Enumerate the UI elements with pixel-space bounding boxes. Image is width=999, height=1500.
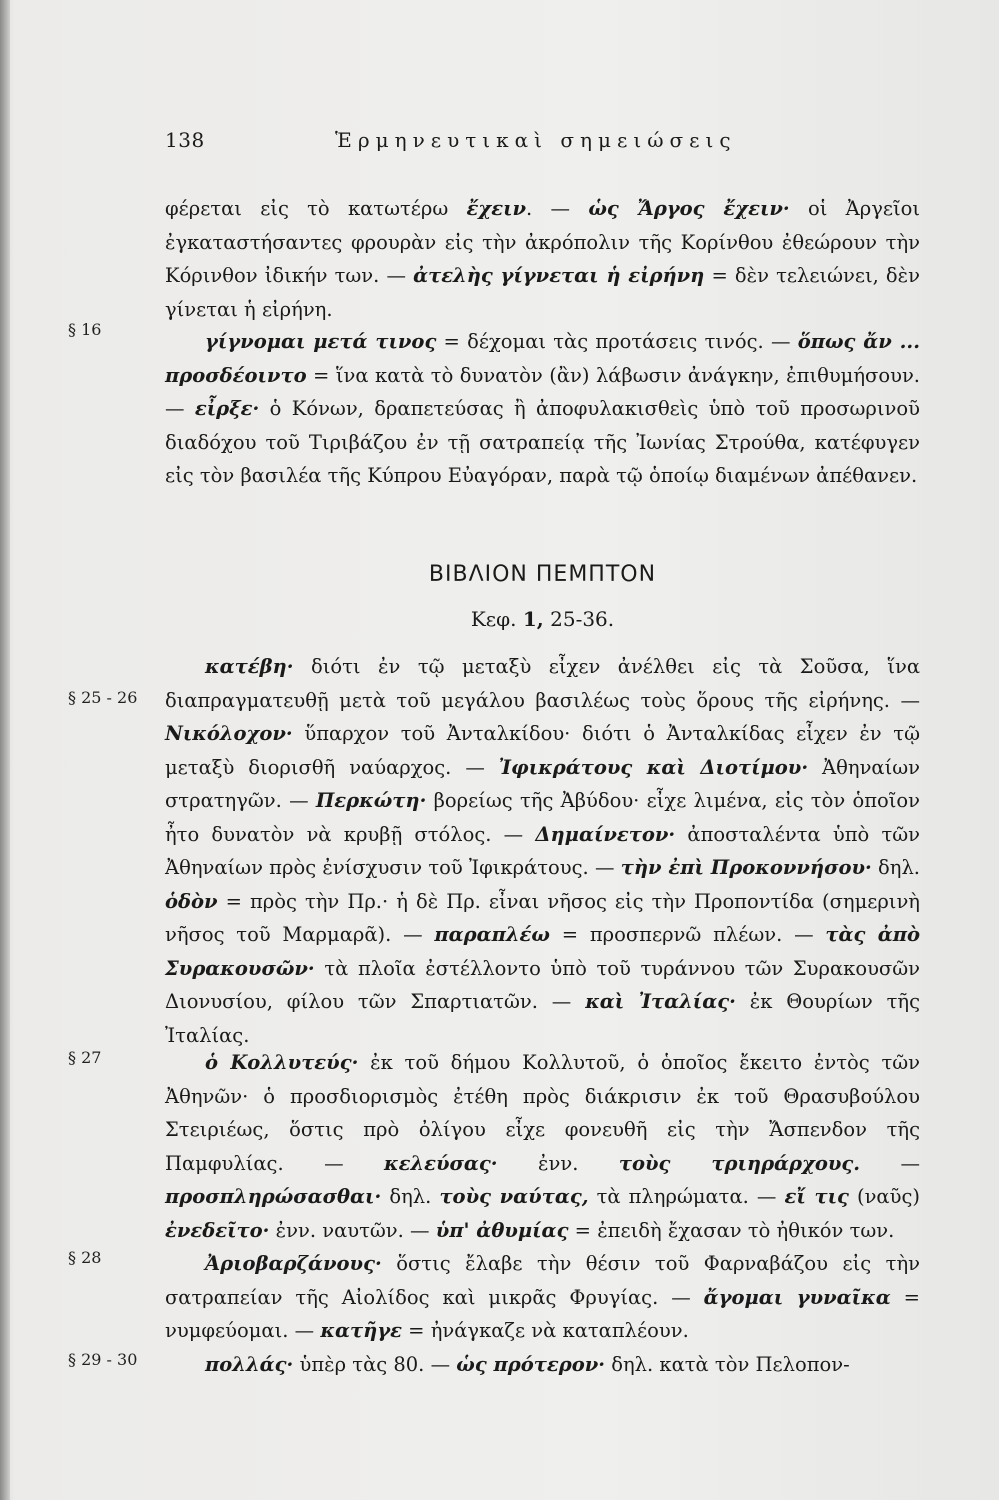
- paragraph-27: [165, 1046, 920, 1247]
- paragraph-16: [165, 325, 920, 493]
- text-run: δηλ.: [871, 856, 921, 879]
- lemma: εἴ τις: [784, 1185, 849, 1208]
- text-run: ἐνν. ναυτῶν. —: [269, 1218, 436, 1242]
- text-run: ὁ Κόνων, δραπετεύσας ἢ ἀποφυλακισθεὶς ὑπὸ τοῦ προσωρινοῦ διαδόχου τοῦ Τιριβάζου ἐν τῇ σατραπείᾳ τῆς Ἰωνίας Στρούθα, κατέφυγεν εἰς τὸν βασιλέα τῆς Κύπρου Εὐαγόραν, παρὰ τῷ ὁποίῳ διαμένων ἀπέθανεν.: [165, 397, 920, 487]
- lemma: γίγνομαι μετά τινος: [205, 330, 437, 353]
- text-run: ἐκ Θουρίων τῆς Ἰταλίας.: [165, 990, 921, 1047]
- text-run: = δέχομαι τὰς προτάσεις τινός. —: [436, 330, 798, 353]
- text-run: βορείως τῆς Ἀβύδου· εἶχε λιμένα, εἰς τὸν ὁποῖον ἦτο δυνατὸν νὰ κρυβῇ στόλος. —: [165, 789, 920, 846]
- paragraph-29-30: [165, 1348, 920, 1382]
- text-run: ὑπὲρ τὰς 80. —: [293, 1353, 457, 1376]
- book-spine: [0, 0, 10, 1500]
- text-run: —: [860, 1151, 920, 1175]
- text-run: ὅστις ἔλαβε τὴν θέσιν τοῦ Φαρναβάζου εἰς τὴν σατραπείαν τῆς Αἰολίδος καὶ μικρᾶς Φρυγίας. —: [165, 1252, 920, 1309]
- margin-ref-25-26: § 25 - 26: [68, 688, 138, 707]
- margin-ref-27: § 27: [68, 1048, 102, 1067]
- text-run: Ἀθηναίων στρατηγῶν. —: [165, 755, 920, 812]
- text-run: δηλ.: [381, 1185, 440, 1208]
- lemma: πολλάς·: [205, 1353, 294, 1376]
- chapter-prefix: Κεφ.: [470, 607, 523, 631]
- text-run: = πρὸς τὴν Πρ.· ἡ δὲ Πρ. εἶναι νῆσος εἰς τὴν Προποντίδα (σημερινὴ νῆσος τοῦ Μαρμαρᾶ). —: [165, 889, 920, 946]
- lemma: Νικόλοχον·: [165, 722, 293, 745]
- text-run: τὰ πληρώματα. —: [588, 1185, 785, 1208]
- text-run: (ναῦς): [848, 1185, 920, 1208]
- lemma: κατῆγε: [320, 1319, 402, 1342]
- lemma: κατέβη·: [205, 655, 294, 678]
- text-run: . —: [526, 197, 589, 220]
- chapter-range: 25-36.: [543, 607, 615, 631]
- margin-ref-28: § 28: [68, 1248, 102, 1267]
- text-run: ἀποσταλέντα ὑπὸ τῶν Ἀθηναίων πρὸς ἐνίσχυσιν τοῦ Ἰφικράτους. —: [165, 822, 920, 879]
- lemma: Ἀριοβαρζάνους·: [205, 1252, 382, 1275]
- book-heading: ΒΙΒΛΙΟΝ ΠΕΜΠΤΟΝ: [428, 562, 657, 587]
- lemma: ὑπ' ἀθυμίας: [435, 1218, 569, 1242]
- lemma: τὴν ἐπὶ Προκοννήσου·: [620, 856, 872, 879]
- lemma: ὁδὸν: [165, 889, 218, 913]
- lemma: καὶ Ἰταλίας·: [585, 990, 736, 1013]
- lemma: τοὺς ναύτας,: [439, 1185, 589, 1208]
- page-number: 138: [165, 128, 205, 152]
- lemma: προσπληρώσασθαι·: [165, 1185, 382, 1208]
- text-run: τὰ πλοῖα ἐστέλλοντο ὑπὸ τοῦ τυράννου τῶν Συρακουσῶν Διονυσίου, φίλου τῶν Σπαρτιατῶν. —: [165, 956, 920, 1013]
- chapter-heading: [165, 607, 920, 631]
- lemma: ἔχειν: [466, 197, 527, 220]
- text-run: = νυμφεύομαι. —: [165, 1285, 920, 1342]
- lemma: ἐνεδεῖτο·: [165, 1218, 270, 1242]
- margin-ref-16: § 16: [68, 320, 102, 339]
- text-run: = προσπερνῶ πλέων. —: [549, 923, 826, 946]
- lemma: Δημαίνετον·: [535, 822, 676, 846]
- lemma: ὡς πρότερον·: [456, 1353, 606, 1376]
- text-run: = δὲν τελειώνει, δὲν γίνεται ἡ εἰρήνη.: [165, 264, 920, 321]
- paragraph-25-26: [165, 650, 920, 1052]
- text-run: ἐνν.: [497, 1151, 619, 1175]
- margin-ref-29-30: § 29 - 30: [68, 1350, 138, 1369]
- lemma: ὁ Κολλυτεύς·: [205, 1051, 359, 1074]
- text-run: δηλ. κατὰ τὸν Πελοπον-: [605, 1353, 850, 1376]
- text-run: ὕπαρχον τοῦ Ἀνταλκίδου· διότι ὁ Ἀνταλκίδας εἶχεν ἐν τῷ μεταξὺ διορισθῆ ναύαρχος. —: [165, 722, 920, 779]
- lemma: κελεύσας·: [384, 1151, 498, 1175]
- paragraph-continuation: [165, 192, 920, 326]
- lemma: τὰς ἀπὸ Συρακουσῶν·: [165, 923, 920, 980]
- paragraph-28: [165, 1247, 920, 1348]
- lemma: Περκώτη·: [315, 789, 427, 812]
- text-run: ἐκ τοῦ δήμου Κολλυτοῦ, ὁ ὁποῖος ἔκειτο ἐντὸς τῶν Ἀθηνῶν· ὁ προσδιορισμὸς ἐτέθη πρὸς διάκρισιν ἐκ τοῦ Θρασυβούλου Στειριέως, ὅστις πρὸ ὀλίγου εἶχε φονευθῆ εἰς τὴν Ἄσπενδον τῆς Παμφυλίας. —: [165, 1051, 920, 1175]
- lemma: εἶρξε·: [194, 397, 260, 420]
- text-run: = ἐπειδὴ ἔχασαν τὸ ἠθικόν των.: [568, 1218, 895, 1242]
- text-run: = ἠνάγκαζε νὰ καταπλέουν.: [401, 1319, 689, 1342]
- lemma: ὡς Ἄργος ἔχειν·: [588, 197, 790, 220]
- text-run: = ἵνα κατὰ τὸ δυνατὸν (ἂν) λάβωσιν ἀνάγκην, ἐπιθυμήσουν. —: [165, 363, 920, 420]
- text-run: φέρεται εἰς τὸ κατωτέρω: [165, 197, 467, 220]
- lemma: ἄγομαι γυναῖκα: [703, 1285, 891, 1309]
- chapter-number: 1,: [522, 607, 544, 631]
- lemma: ὅπως ἄν ... προσδέοιντο: [165, 330, 920, 387]
- lemma: τοὺς τριηράρχους.: [618, 1151, 861, 1175]
- lemma: παραπλέω: [434, 923, 550, 946]
- lemma: ἀτελὴς γίγνεται ἡ εἰρήνη: [413, 264, 705, 287]
- text-run: διότι ἐν τῷ μεταξὺ εἶχεν ἀνέλθει εἰς τὰ Σοῦσα, ἵνα διαπραγματευθῇ μετὰ τοῦ μεγάλου βασιλέως τοὺς ὅρους τῆς εἰρήνης. —: [165, 655, 920, 712]
- running-title: Ἑρμηνευτικαὶ σημειώσεις: [335, 128, 737, 152]
- lemma: Ἰφικράτους καὶ Διοτίμου·: [498, 755, 809, 779]
- text-run: οἱ Ἀργεῖοι ἐγκαταστήσαντες φρουρὰν εἰς τὴν ἀκρόπολιν τῆς Κορίνθου ἐθεώρουν τὴν Κόρινθον ἰδικήν των. —: [165, 197, 920, 287]
